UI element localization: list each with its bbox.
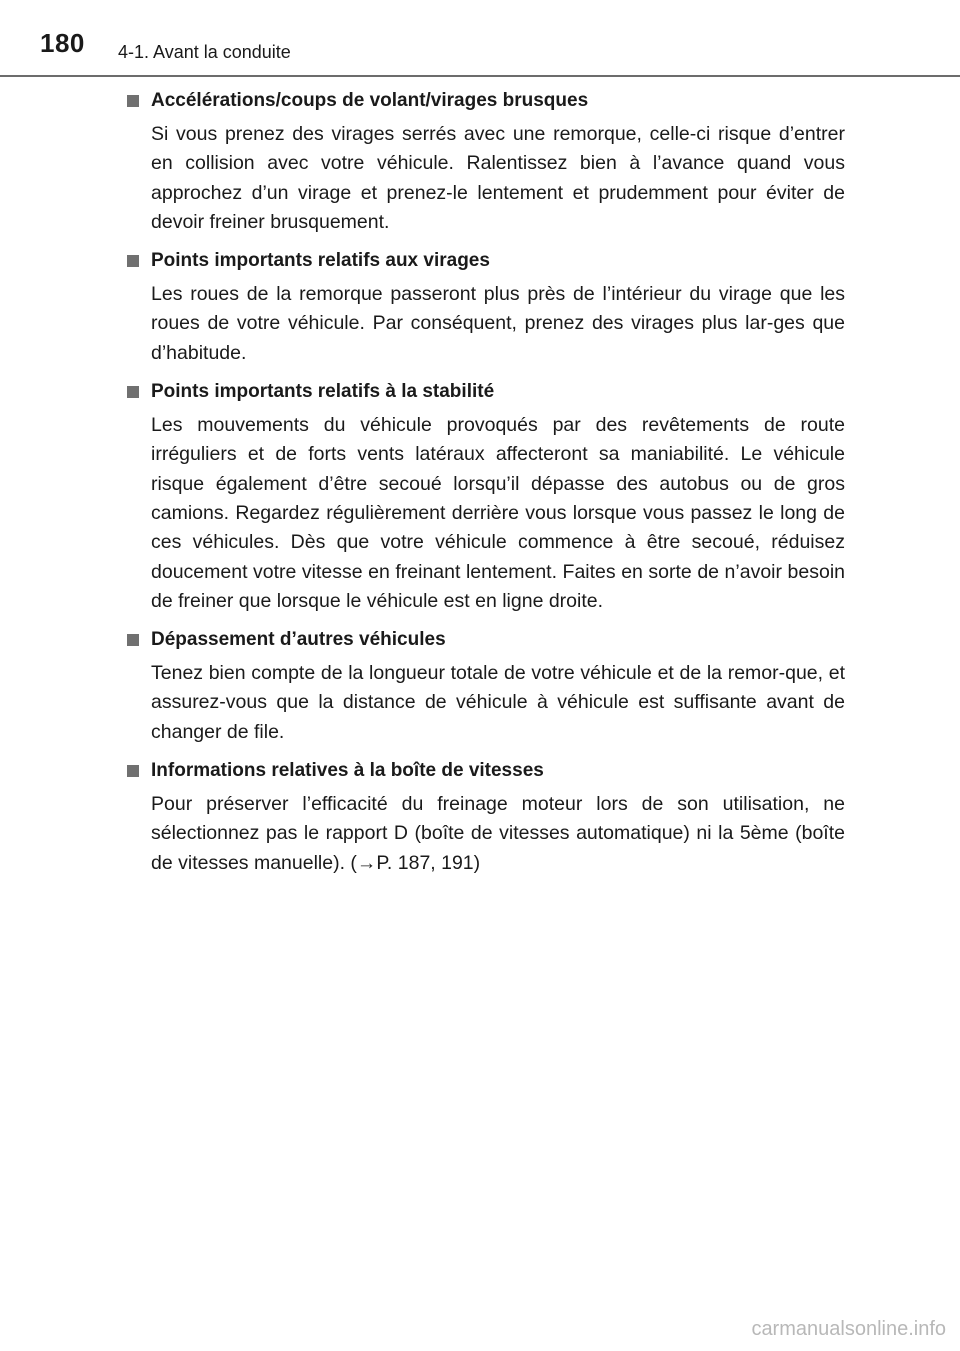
header-divider: [0, 75, 960, 77]
section-block: [127, 246, 845, 368]
section-block: [127, 86, 845, 237]
square-bullet-icon: [127, 634, 139, 646]
section-block: [127, 756, 845, 878]
section-paragraph: Les mouvements du véhicule provoqués par des revêtements de route irréguliers et de forts vents latéraux affecteront sa maniabilité. Le véhicule risque également d’être secoué lorsqu’il dépasse des autobus ou de gros camions. Regardez régulièrement derrière vous lorsque vous passez le long de ces véhicules. Dès que votre véhicule commence à être secoué, réduisez doucement votre vitesse en freinant lentement. Faites en sorte de n’avoir besoin de freiner que lorsque le véhicule est en ligne droite.: [151, 414, 845, 612]
square-bullet-icon: [127, 386, 139, 398]
section-heading-text: Points importants relatifs à la stabilité: [151, 381, 495, 403]
page-header: [0, 0, 960, 80]
square-bullet-icon: [127, 765, 139, 777]
section-heading: [127, 377, 845, 407]
section-paragraph: Tenez bien compte de la longueur totale de votre véhicule et de la remor-que, et assurez-vous que la distance de véhicule à véhicule est suffisante avant de changer de file.: [151, 662, 845, 743]
section-heading: [127, 86, 845, 116]
section-heading-text: Points importants relatifs aux virages: [151, 250, 490, 272]
section-heading-text: Dépassement d’autres véhicules: [151, 629, 446, 651]
square-bullet-icon: [127, 255, 139, 267]
section-paragraph: Pour préserver l’efficacité du freinage moteur lors de son utilisation, ne sélectionnez pas le rapport D (boîte de vitesses automatique) ni la 5ème (boîte de vitesses manuelle). (→P. 187, 191): [151, 793, 845, 874]
section-heading: [127, 246, 845, 276]
section-block: [127, 377, 845, 616]
page-content: [127, 86, 845, 887]
page-number: 180: [40, 28, 85, 58]
watermark: carmanualsonline.info: [751, 1318, 946, 1340]
section-heading: [127, 756, 845, 786]
section-heading-text: Informations relatives à la boîte de vitesses: [151, 760, 544, 782]
section-paragraph: Les roues de la remorque passeront plus près de l’intérieur du virage que les roues de votre véhicule. Par conséquent, prenez des virages plus lar-ges que d’habitude.: [151, 283, 845, 364]
square-bullet-icon: [127, 95, 139, 107]
section-paragraph: Si vous prenez des virages serrés avec une remorque, celle-ci risque d’entrer en collision avec votre véhicule. Ralentissez bien à l’avance quand vous approchez d’un virage et prenez-le lentement et prudemment pour éviter de devoir freiner brusquement.: [151, 123, 845, 233]
section-title: 4-1. Avant la conduite: [118, 42, 291, 62]
section-heading: [127, 625, 845, 655]
section-heading-text: Accélérations/coups de volant/virages brusques: [151, 90, 589, 111]
section-block: [127, 625, 845, 747]
